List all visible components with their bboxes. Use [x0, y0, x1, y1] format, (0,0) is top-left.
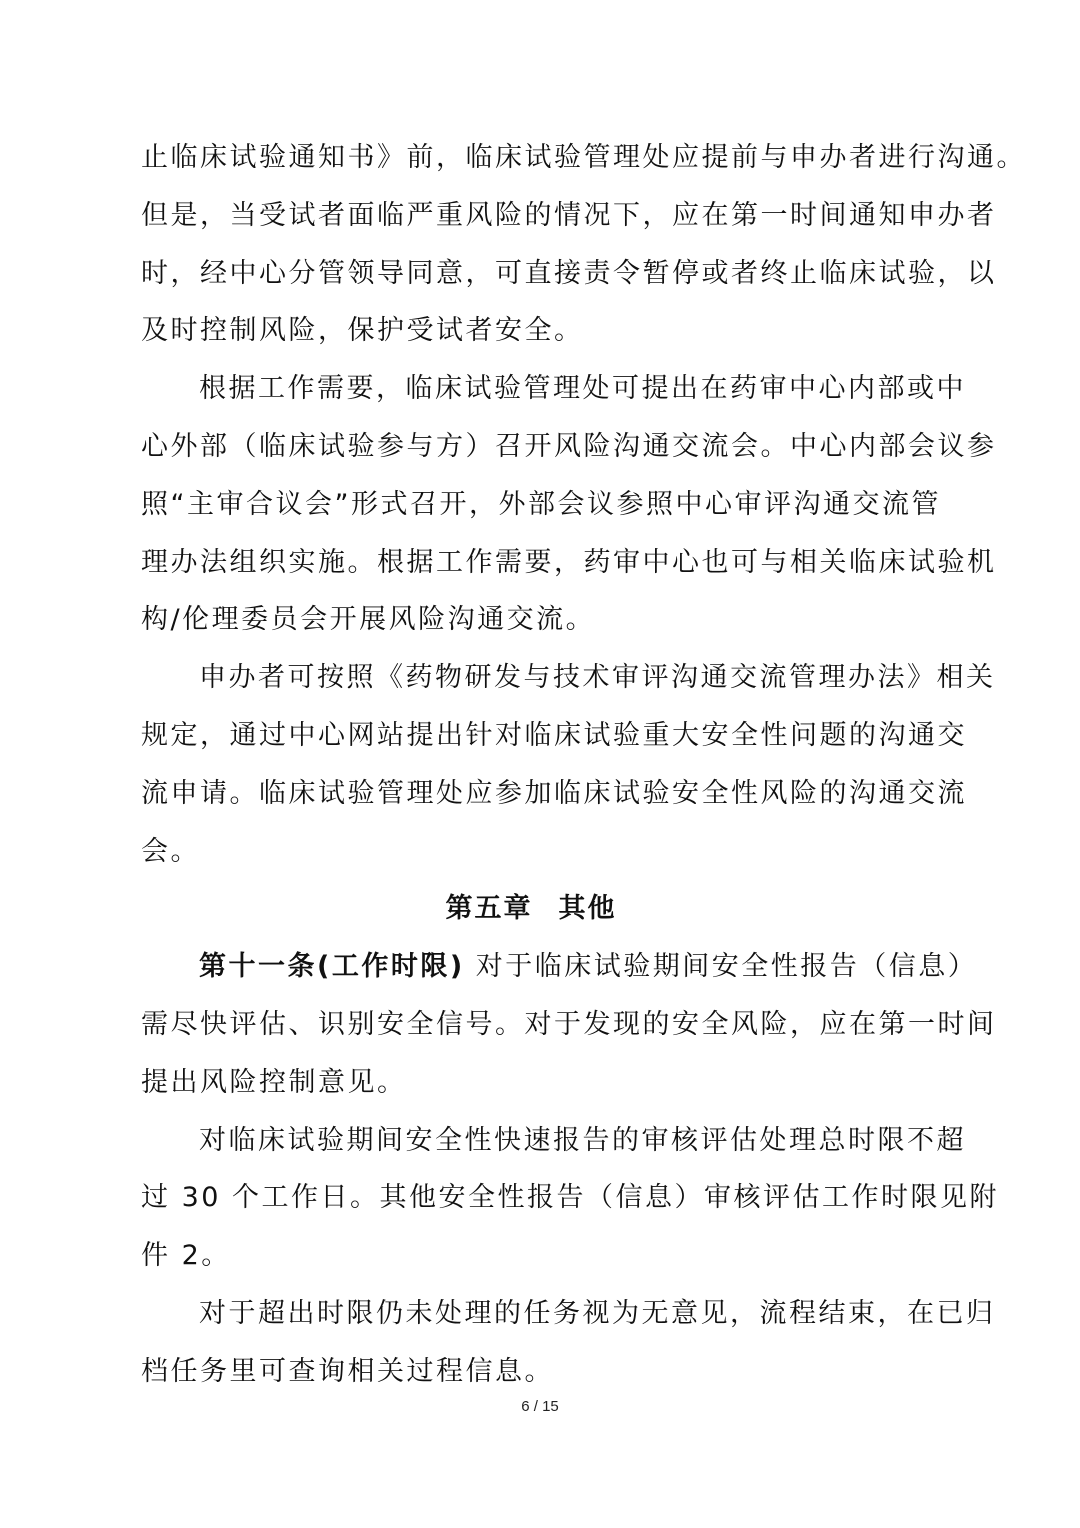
paragraph-line: 时，经中心分管领导同意，可直接责令暂停或者终止临床试验，以 — [141, 257, 997, 289]
paragraph-line: 档任务里可查询相关过程信息。 — [141, 1355, 554, 1387]
paragraph-line: 提出风险控制意见。 — [141, 1066, 407, 1098]
paragraph-line: 理办法组织实施。根据工作需要，药审中心也可与相关临床试验机 — [141, 546, 997, 578]
paragraph-line: 会。 — [141, 835, 200, 867]
paragraph-line: 根据工作需要，临床试验管理处可提出在药审中心内部或中 — [199, 373, 966, 405]
paragraph-line: 止临床试验通知书》前，临床试验管理处应提前与申办者进行沟通。 — [141, 142, 1026, 173]
paragraph-line: 流申请。临床试验管理处应参加临床试验安全性风险的沟通交流 — [141, 777, 967, 809]
article-heading: 第十一条(工作时限) — [199, 951, 465, 983]
paragraph-line: 对临床试验期间安全性快速报告的审核评估处理总时限不超 — [199, 1124, 966, 1156]
paragraph-line: 及时控制风险，保护受试者安全。 — [141, 315, 584, 347]
document-body — [141, 129, 1026, 1401]
chapter-heading — [141, 880, 921, 938]
paragraph-line: 照“主审合议会”形式召开，外部会议参照中心审评沟通交流管 — [141, 488, 941, 520]
page-number: 6 / 15 — [521, 1398, 559, 1415]
paragraph-line: 规定，通过中心网站提出针对临床试验重大安全性问题的沟通交 — [141, 719, 967, 751]
paragraph-line: 申办者可按照《药物研发与技术审评沟通交流管理办法》相关 — [199, 662, 996, 694]
article-first-line — [141, 938, 978, 996]
paragraph-line: 构/伦理委员会开展风险沟通交流。 — [141, 604, 596, 636]
paragraph-line: 心外部（临床试验参与方）召开风险沟通交流会。中心内部会议参 — [141, 430, 997, 462]
paragraph-line: 需尽快评估、识别安全信号。对于发现的安全风险，应在第一时间 — [141, 1008, 997, 1040]
paragraph-line: 对于超出时限仍未处理的任务视为无意见，流程结束，在已归 — [199, 1297, 996, 1329]
paragraph-line: 件 2。 — [141, 1240, 231, 1272]
chapter-title: 其他 — [558, 893, 617, 925]
paragraph-line: 过 30 个工作日。其他安全性报告（信息）审核评估工作时限见附 — [141, 1182, 1000, 1214]
chapter-number: 第五章 — [445, 893, 533, 925]
paragraph-line: 但是，当受试者面临严重风险的情况下，应在第一时间通知申办者 — [141, 199, 997, 231]
article-text: 对于临床试验期间安全性报告（信息） — [475, 951, 978, 983]
